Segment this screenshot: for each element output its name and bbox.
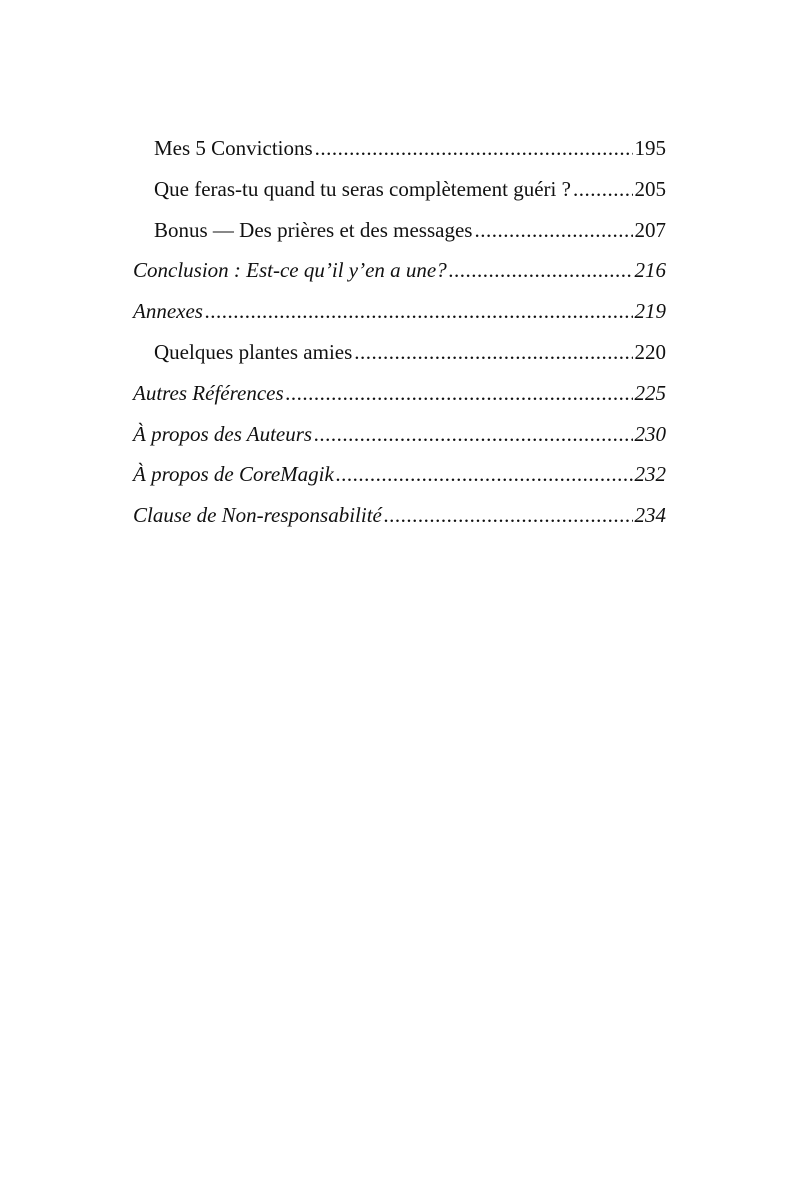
toc-dot-leader (474, 210, 632, 251)
toc-entry (133, 495, 666, 536)
toc-entry-page: 232 (634, 462, 666, 487)
toc-entry-page: 220 (634, 339, 666, 364)
toc-entry (133, 373, 666, 414)
toc-dot-leader (449, 250, 633, 291)
toc-entry (133, 291, 666, 332)
toc-entry (133, 169, 666, 210)
toc-entry-title: Bonus — Des prières et des messages (154, 217, 473, 242)
toc-entry (133, 250, 666, 291)
toc-entry-title: À propos des Auteurs (133, 421, 313, 446)
toc-entry-page: 195 (634, 136, 666, 160)
table-of-contents (133, 128, 666, 536)
toc-entry-title: Mes 5 Convictions (154, 136, 313, 160)
toc-entry-title: Annexes (133, 299, 203, 324)
toc-entry-title: Clause de Non-responsabilité (133, 503, 382, 528)
toc-entry-title: Que feras-tu quand tu seras complètement guéri ? (154, 176, 571, 201)
toc-dot-leader (314, 414, 632, 455)
toc-entry-page: 205 (634, 176, 666, 201)
toc-dot-leader (286, 373, 633, 414)
toc-entry-title: Quelques plantes amies (154, 339, 353, 364)
toc-entry (133, 332, 666, 373)
toc-dot-leader (336, 454, 633, 495)
toc-entry-page: 219 (634, 299, 666, 324)
toc-entry-page: 207 (634, 217, 666, 242)
toc-entry-page: 234 (634, 503, 666, 528)
toc-entry-page: 216 (634, 258, 666, 283)
toc-entry-page: 230 (634, 421, 666, 446)
toc-dot-leader (354, 332, 632, 373)
toc-entry-page: 225 (634, 380, 666, 405)
toc-entry-title: Autres Références (133, 380, 284, 405)
toc-entry (133, 210, 666, 251)
toc-entry (133, 414, 666, 455)
toc-entry (133, 454, 666, 495)
toc-entry (133, 128, 666, 169)
toc-dot-leader (573, 169, 633, 210)
toc-dot-leader (384, 495, 633, 536)
toc-entry-title: À propos de CoreMagik (133, 462, 334, 487)
toc-entry-title: Conclusion : Est-ce qu’il y’en a une? (133, 258, 447, 283)
toc-dot-leader (205, 291, 633, 332)
toc-dot-leader (315, 128, 633, 169)
